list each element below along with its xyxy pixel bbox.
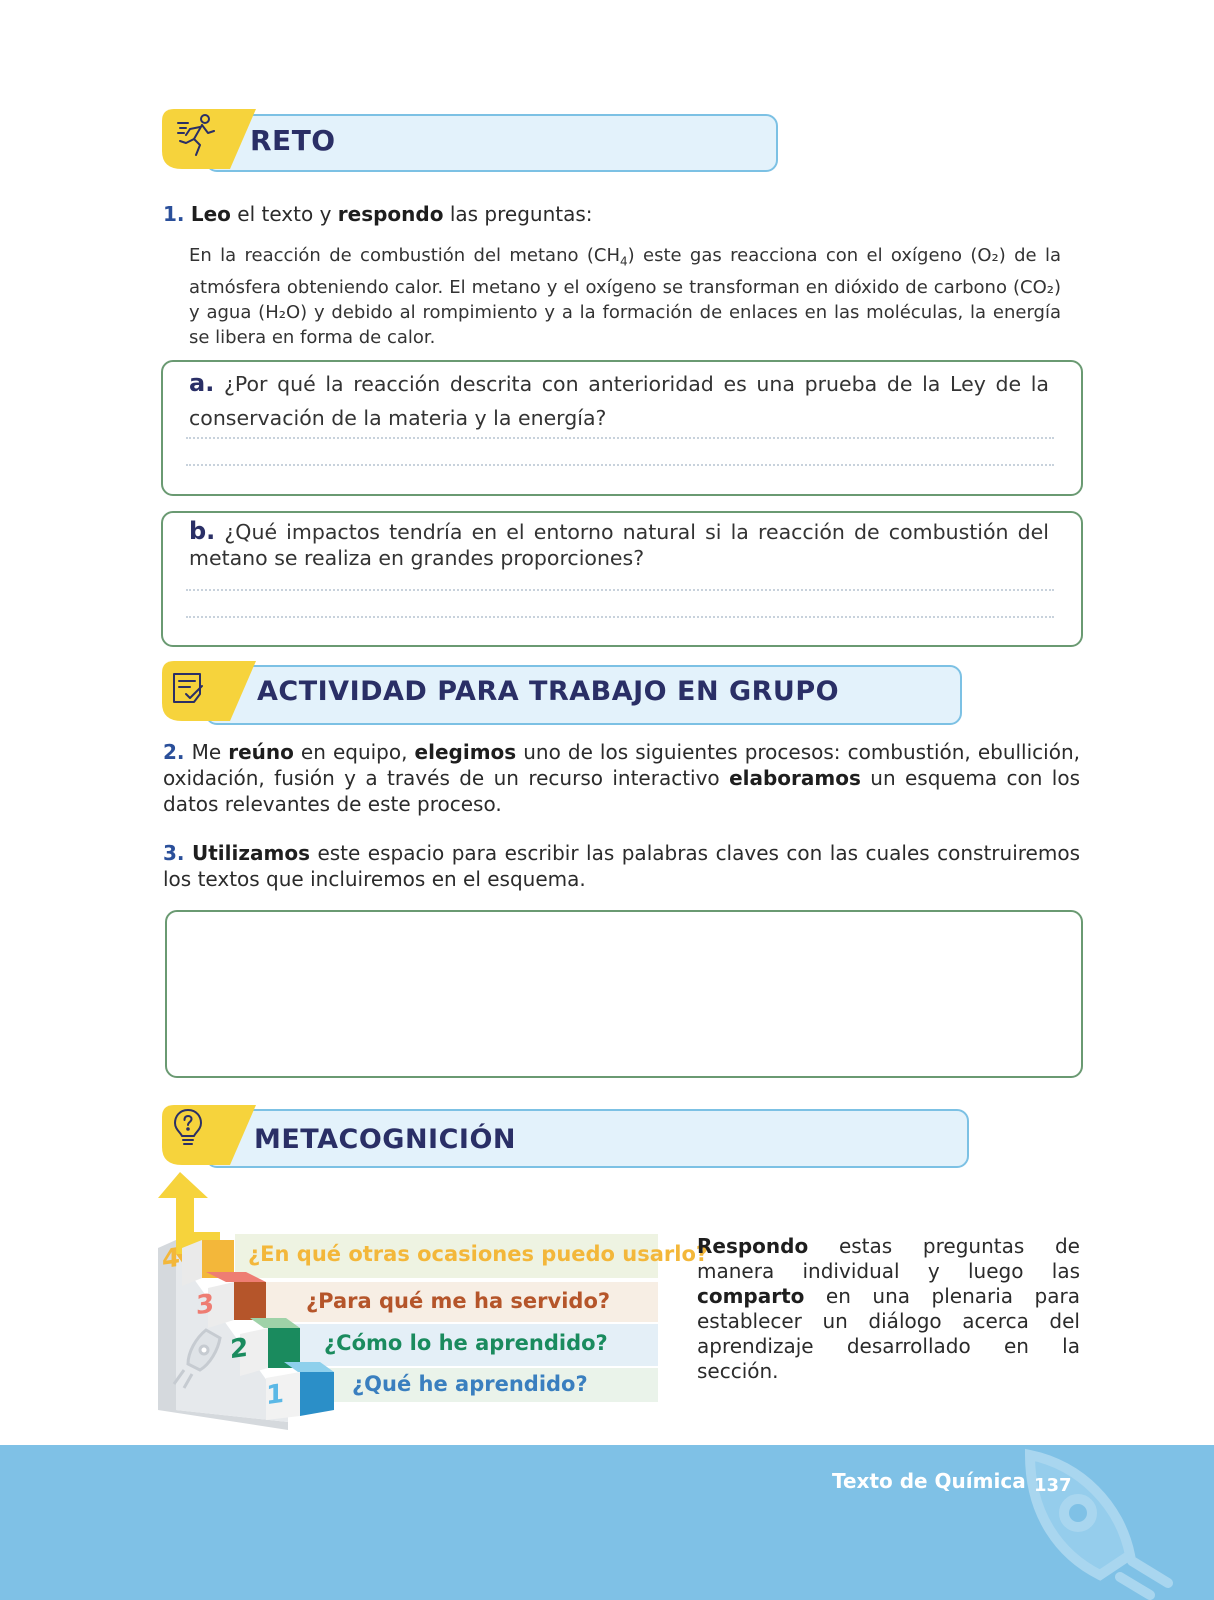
step-text-1: ¿Qué he aprendido? xyxy=(352,1372,588,1396)
question-1: 1. Leo el texto y respondo las preguntas: xyxy=(163,202,593,226)
question-number: 3. xyxy=(163,841,185,865)
runner-icon xyxy=(176,113,216,157)
footer-book-title: Texto de Química xyxy=(832,1469,1026,1493)
question-number: 1. xyxy=(163,202,185,226)
answer-line[interactable] xyxy=(186,464,1054,466)
question-number: 2. xyxy=(163,740,185,764)
question-a: a. ¿Por qué la reacción descrita con anterioridad es una prueba de la Ley de la conservación de la materia y la energía? xyxy=(189,369,1049,430)
answer-line[interactable] xyxy=(186,616,1054,618)
lightbulb-icon xyxy=(172,1108,204,1148)
grupo-title: ACTIVIDAD PARA TRABAJO EN GRUPO xyxy=(257,676,840,707)
rocket-icon xyxy=(1000,1445,1214,1600)
checklist-icon xyxy=(170,670,206,706)
step-number-2: 2 xyxy=(230,1332,249,1366)
answer-line[interactable] xyxy=(186,437,1054,439)
step-text-4: ¿En qué otras ocasiones puedo usarlo? xyxy=(248,1242,709,1266)
step-number-1: 1 xyxy=(266,1378,285,1412)
question-letter: b. xyxy=(189,517,216,545)
answer-line[interactable] xyxy=(186,589,1054,591)
step-number-4: 4 xyxy=(162,1242,181,1276)
meta-title: METACOGNICIÓN xyxy=(254,1124,517,1155)
step-text-3: ¿Para qué me ha servido? xyxy=(306,1289,611,1313)
question-b: b. ¿Qué impactos tendría en el entorno natural si la reacción de combustión del metano se realiza en grandes proporciones? xyxy=(189,517,1049,570)
reading-text: En la reacción de combustión del metano $(CH_4)$ este gas reacciona con el oxígeno (O₂) de la atmósfera obteniendo calor. El metano y el oxígeno se transforman en dióxido de carbono (CO₂) y agua (H₂O) y debido al rompimiento y a la formación de enlaces en las moléculas, la energía se libera en forma de calor. xyxy=(189,245,1061,348)
keywords-box[interactable] xyxy=(165,910,1083,1078)
meta-instructions: Respondo estas preguntas de manera individual y luego las comparto en una plenaria para establecer un diálogo acerca del aprendizaje desarrollado en la sección. xyxy=(697,1234,1080,1383)
step-number-3: 3 xyxy=(196,1288,215,1322)
question-3: 3. Utilizamos este espacio para escribir las palabras claves con las cuales construiremos los textos que incluiremos en el esquema. xyxy=(163,841,1080,891)
question-2: 2. Me reúno en equipo, elegimos uno de los siguientes procesos: combustión, ebullición, oxidación, fusión y a través de un recurso interactivo elaboramos un esquema con los datos relevantes de este proceso. xyxy=(163,740,1080,816)
page-number: 137 xyxy=(1034,1475,1072,1496)
step-text-2: ¿Cómo lo he aprendido? xyxy=(324,1331,608,1355)
reto-title: RETO xyxy=(250,124,336,157)
question-letter: a. xyxy=(189,369,215,397)
